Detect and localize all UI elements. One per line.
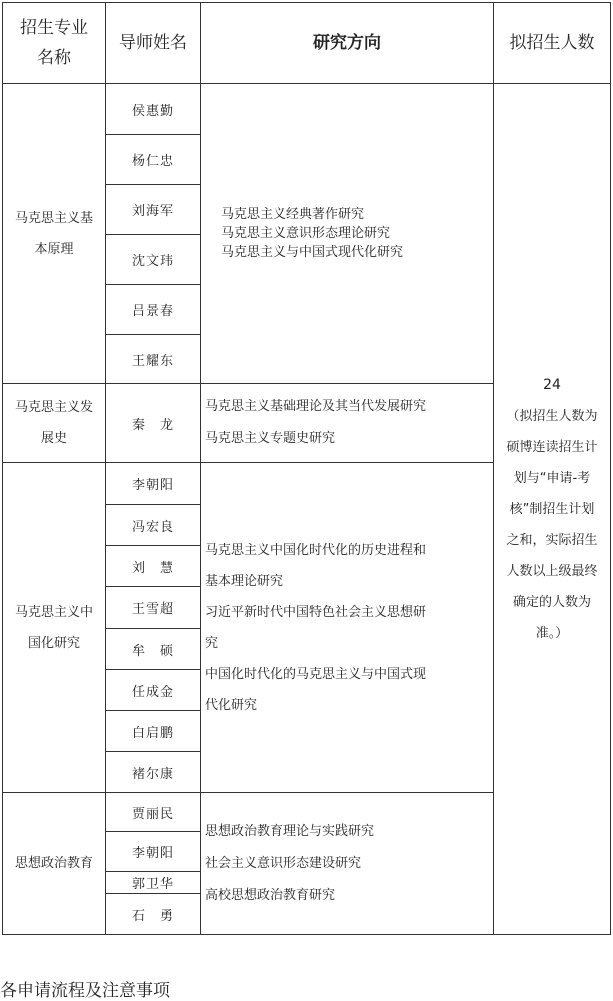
major-line: 国化研究	[27, 635, 80, 651]
direction-line: 中国化时代化的马克思主义与中国式现	[205, 666, 427, 682]
quota-cell	[494, 84, 611, 935]
advisor-cell: 任成金	[106, 670, 201, 711]
quota-number: 24	[543, 376, 561, 393]
advisor-cell: 冯宏良	[106, 505, 201, 546]
major-cell	[3, 793, 106, 935]
major-line: 展史	[40, 431, 67, 446]
direction-cell	[201, 384, 494, 463]
direction-cell	[201, 463, 494, 793]
advisor-cell: 吕景春	[106, 285, 201, 335]
major-line: 马克思主义基	[14, 210, 93, 226]
advisor-cell: 沈文玮	[106, 235, 201, 285]
header-direction: 研究方向	[201, 3, 494, 84]
direction-line: 高校思想政治教育研究	[205, 887, 336, 903]
advisor-cell: 王雪超	[106, 587, 201, 629]
enrollment-table	[2, 2, 611, 935]
quota-note-line: 人数以上级最终	[506, 563, 598, 579]
advisor-cell: 贾丽民	[106, 793, 201, 832]
advisor-cell: 秦 龙	[106, 384, 201, 463]
quota-note-line: 硕博连读招生计	[506, 439, 598, 455]
advisor-cell: 牟 硕	[106, 629, 201, 670]
direction-line: 究	[205, 635, 219, 651]
advisor-cell: 杨仁忠	[106, 135, 201, 185]
direction-line: 习近平新时代中国特色社会主义思想研	[205, 604, 427, 620]
table-row	[3, 84, 611, 135]
advisor-cell: 褚尔康	[106, 752, 201, 793]
header-major-line: 招生专业	[20, 18, 88, 38]
header-major-line: 名称	[37, 48, 71, 68]
advisor-cell: 侯惠勤	[106, 84, 201, 135]
major-line: 本原理	[34, 241, 74, 257]
advisor-cell: 石 勇	[106, 894, 201, 935]
direction-line: 马克思主义与中国式现代化研究	[221, 245, 404, 260]
major-cell	[3, 463, 106, 793]
advisor-cell: 刘海军	[106, 185, 201, 235]
major-cell	[3, 84, 106, 384]
direction-line: 马克思主义意识形态理论研究	[221, 226, 391, 241]
direction-line: 马克思主义中国化时代化的历史进程和	[205, 542, 427, 558]
advisor-cell: 李朝阳	[106, 463, 201, 505]
quota-note-line: （拟招生人数为	[506, 408, 598, 424]
quota-note-line: 之和，实际招生	[506, 532, 598, 548]
advisor-cell: 白启鹏	[106, 711, 201, 752]
advisor-cell: 刘 慧	[106, 546, 201, 587]
advisor-cell: 王耀东	[106, 335, 201, 384]
direction-cell	[201, 84, 494, 384]
header-quota: 拟招生人数	[494, 3, 611, 84]
advisor-cell: 李朝阳	[106, 832, 201, 872]
quota-note-line: 确定的人数为	[512, 594, 591, 610]
header-major	[3, 3, 106, 84]
section-heading-partial: 各申请流程及注意事项	[0, 981, 170, 1001]
direction-line: 基本理论研究	[205, 573, 284, 589]
header-row	[3, 3, 611, 84]
direction-line: 马克思主义专题史研究	[205, 431, 336, 446]
direction-line: 马克思主义经典著作研究	[221, 207, 365, 222]
quota-note-line: 准。）	[535, 625, 569, 641]
major-line: 马克思主义中	[14, 604, 93, 620]
direction-line: 社会主义意识形态建设研究	[205, 855, 362, 871]
direction-cell	[201, 793, 494, 935]
direction-line: 马克思主义基础理论及其当代发展研究	[205, 399, 427, 414]
major-cell	[3, 384, 106, 463]
major-line: 思想政治教育	[14, 856, 93, 871]
major-line: 马克思主义发	[14, 400, 93, 415]
direction-line: 思想政治教育理论与实践研究	[205, 823, 375, 839]
quota-note-line: 核”制招生计划	[509, 501, 595, 517]
advisor-cell: 郭卫华	[106, 872, 201, 894]
header-advisor: 导师姓名	[106, 3, 201, 84]
direction-line: 代化研究	[205, 697, 258, 713]
quota-note-line: 划与“申请-考	[513, 470, 591, 486]
